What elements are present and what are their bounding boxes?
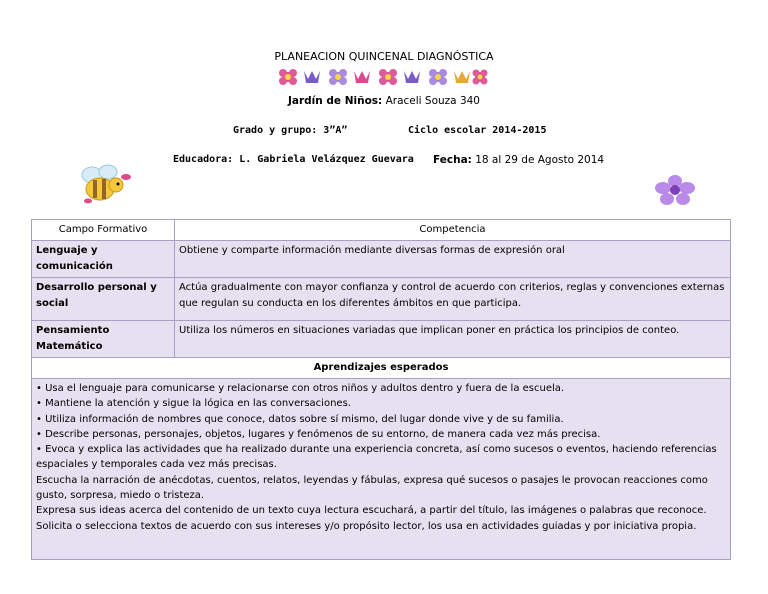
tulip-icon (404, 71, 420, 83)
table-row (32, 241, 731, 278)
tulip-icon (304, 71, 320, 83)
table-row (32, 321, 731, 358)
campo-cell: Desarrollo personal y social (32, 278, 175, 321)
page-title: PLANEACION QUINCENAL DIAGNÓSTICA (274, 50, 494, 63)
competencia-cell: Utiliza los números en situaciones variadas que implican poner en práctica los principios de conteo. (175, 321, 731, 358)
table-header-row (32, 220, 731, 241)
bee-icon (78, 163, 132, 205)
aprendizaje-item: • Usa el lenguaje para comunicarse y relacionarse con otros niños y adultos dentro y fuera de la escuela. (36, 383, 565, 394)
table-row (32, 278, 731, 321)
flower-icon (279, 69, 297, 85)
tulip-icon (354, 71, 370, 83)
planning-table (31, 219, 731, 560)
campo-cell: Lenguaje y comunicación (32, 241, 175, 278)
competencia-cell: Obtiene y comparte información mediante diversas formas de expresión oral (175, 241, 731, 278)
grado-label: Grado y grupo: 3”A” (233, 125, 348, 136)
campo-header: Campo Formativo (32, 220, 175, 241)
educadora-label: Educadora: L. Gabriela Velázquez Guevara (173, 154, 414, 165)
aprendizaje-item: • Mantiene la atención y sigue la lógica en las conversaciones. (36, 398, 351, 410)
ciclo-label: Ciclo escolar 2014-2015 (408, 125, 547, 136)
jardin-label: Jardín de Niños: (288, 95, 383, 107)
flower-icon (429, 69, 447, 85)
flower-border-decoration (278, 67, 488, 87)
aprendizaje-item: • Describe personas, personajes, objetos, lugares y fenómenos de su entorno, de manera cada vez más precisa. (36, 428, 601, 440)
aprendizajes-header: Aprendizajes esperados (32, 358, 731, 379)
aprendizajes-cell (32, 379, 731, 560)
flower-icon (329, 69, 347, 85)
aprendizajes-header-row (32, 358, 731, 379)
jardin-line (288, 95, 480, 107)
purple-flower-icon (652, 174, 698, 206)
aprendizaje-item: Solicita o selecciona textos de acuerdo con sus intereses y/o propósito lector, los usa en actividades guiadas y por iniciativa propia. (36, 520, 697, 532)
aprendizaje-item: Expresa sus ideas acerca del contenido de un texto cuya lectura escuchará, a partir del título, las imágenes o palabras que reconoce. (36, 505, 707, 517)
campo-cell: Pensamiento Matemático (32, 321, 175, 358)
aprendizaje-item: • Utiliza información de nombres que conoce, datos sobre sí mismo, del lugar donde vive y de su familia. (36, 413, 564, 425)
jardin-value: Araceli Souza 340 (385, 95, 480, 107)
competencia-cell: Actúa gradualmente con mayor confianza y control de acuerdo con criterios, reglas y convenciones externas que regulan su conducta en los diferentes ámbitos en que participa. (175, 278, 731, 321)
aprendizaje-item: Escucha la narración de anécdotas, cuentos, relatos, leyendas y fábulas, expresa qué sucesos o pasajes le provocan reacciones como gusto, sorpresa, miedo o tristeza. (36, 474, 708, 502)
flower-icon (379, 69, 397, 85)
fecha-value: 18 al 29 de Agosto 2014 (475, 154, 605, 166)
fecha-label: Fecha: (433, 154, 472, 166)
aprendizaje-item: • Evoca y explica las actividades que ha realizado durante una experiencia concreta, así como sucesos o eventos, haciendo referencias espaciales y temporales cada vez más precisas. (36, 444, 717, 471)
fecha-line (433, 154, 604, 166)
flower-icon (473, 70, 488, 85)
competencia-header: Competencia (175, 220, 731, 241)
tulip-icon (454, 71, 470, 83)
aprendizajes-row (32, 379, 731, 560)
